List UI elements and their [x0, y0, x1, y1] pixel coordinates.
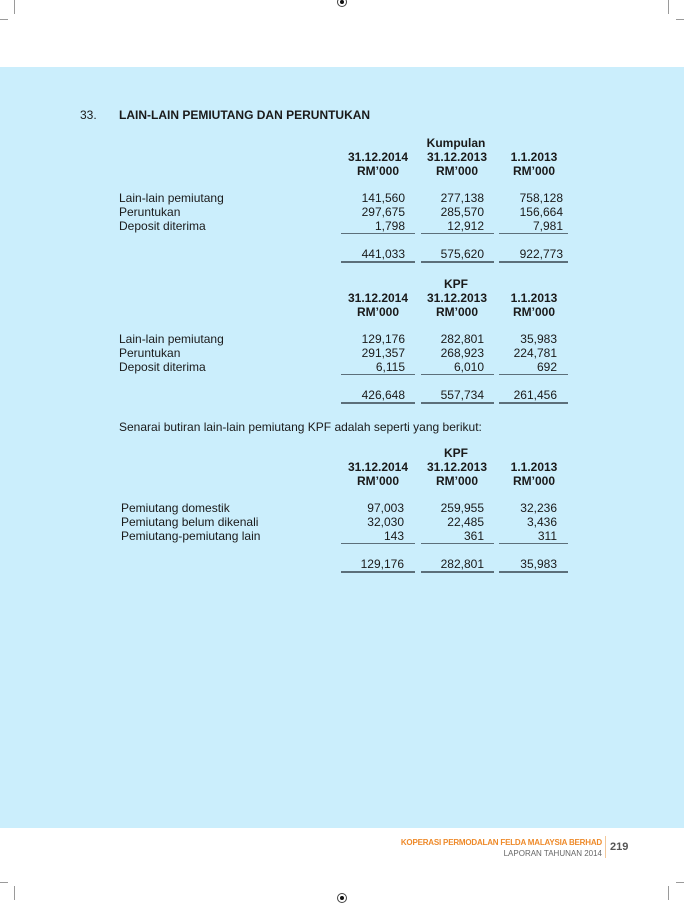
total-rule: [421, 402, 494, 404]
total-value: 441,033: [361, 247, 405, 261]
crop-mark: [14, 0, 15, 14]
cell-value: 1,798: [374, 219, 405, 233]
column-header: [496, 460, 572, 488]
total-rule: [341, 261, 415, 263]
footer-subtitle: LAPORAN TAHUNAN 2014: [503, 849, 602, 858]
crop-mark: [676, 882, 684, 883]
column-unit: RM’000: [512, 305, 556, 319]
row-label: Pemiutang domestik: [121, 501, 230, 515]
cell-value: 259,955: [440, 501, 484, 515]
column-unit: RM’000: [356, 474, 400, 488]
subtotal-rule: [421, 233, 494, 234]
page-number: 219: [610, 841, 629, 853]
column-header: [496, 150, 572, 178]
cell-value: 35,983: [520, 332, 557, 346]
column-header: [340, 291, 416, 319]
column-unit: RM’000: [512, 474, 556, 488]
subtotal-rule: [341, 374, 415, 375]
row-label: Pemiutang belum dikenali: [121, 515, 259, 529]
row-label: Lain-lain pemiutang: [119, 332, 224, 346]
column-date: 31.12.2014: [347, 460, 409, 474]
crop-mark: [14, 886, 15, 900]
row-label: Deposit diterima: [119, 219, 206, 233]
column-unit: RM’000: [435, 305, 479, 319]
cell-value: 12,912: [447, 219, 484, 233]
total-value: 426,648: [361, 388, 405, 402]
table-group-label: KPF: [444, 277, 468, 291]
cell-value: 758,128: [519, 191, 563, 205]
column-date: 31.12.2014: [347, 291, 409, 305]
cell-value: 143: [383, 529, 404, 543]
section-number: 33.: [80, 108, 97, 122]
cell-value: 97,003: [367, 501, 404, 515]
crop-mark: [668, 0, 669, 14]
column-unit: RM’000: [435, 164, 479, 178]
table-group-label: KPF: [444, 446, 468, 460]
table-group-label: Kumpulan: [426, 136, 486, 150]
row-label: Peruntukan: [119, 205, 181, 219]
content-panel: [0, 67, 684, 828]
row-label: Deposit diterima: [119, 360, 206, 374]
footer-divider: [605, 836, 606, 858]
cell-value: 692: [536, 360, 557, 374]
column-unit: RM’000: [435, 474, 479, 488]
column-header: [419, 460, 495, 488]
total-value: 922,773: [519, 247, 563, 261]
column-header: [340, 460, 416, 488]
column-date: 31.12.2013: [426, 460, 488, 474]
row-label: Peruntukan: [119, 346, 181, 360]
cell-value: 22,485: [447, 515, 484, 529]
subtotal-rule: [421, 374, 494, 375]
intro-text: Senarai butiran lain-lain pemiutang KPF adalah seperti yang berikut:: [119, 420, 482, 434]
subtotal-rule: [421, 543, 494, 544]
column-header: [496, 291, 572, 319]
footer-organization: KOPERASI PERMODALAN FELDA MALAYSIA BERHAD: [400, 838, 602, 847]
cell-value: 291,357: [361, 346, 405, 360]
cell-value: 156,664: [519, 205, 563, 219]
total-rule: [341, 571, 415, 573]
total-value: 557,734: [440, 388, 484, 402]
cell-value: 285,570: [440, 205, 484, 219]
row-label: Pemiutang-pemiutang lain: [121, 529, 261, 543]
cell-value: 6,010: [453, 360, 484, 374]
column-header: [419, 150, 495, 178]
cell-value: 297,675: [361, 205, 405, 219]
subtotal-rule: [499, 374, 568, 375]
cell-value: 32,030: [367, 515, 404, 529]
crop-mark: [0, 19, 8, 20]
cell-value: 129,176: [361, 332, 405, 346]
column-date: 31.12.2013: [426, 291, 488, 305]
total-rule: [499, 402, 568, 404]
cell-value: 224,781: [513, 346, 557, 360]
column-header: [419, 291, 495, 319]
cell-value: 311: [537, 529, 557, 543]
total-rule: [341, 402, 415, 404]
subtotal-rule: [341, 543, 415, 544]
cell-value: 361: [463, 529, 484, 543]
total-value: 282,801: [440, 557, 484, 571]
total-rule: [499, 261, 568, 263]
cell-value: 141,560: [361, 191, 405, 205]
total-rule: [499, 571, 568, 573]
section-title: LAIN-LAIN PEMIUTANG DAN PERUNTUKAN: [119, 108, 371, 122]
cell-value: 282,801: [440, 332, 484, 346]
total-value: 129,176: [360, 557, 404, 571]
cell-value: 268,923: [440, 346, 484, 360]
column-date: 31.12.2014: [347, 150, 409, 164]
column-date: 1.1.2013: [510, 150, 558, 164]
total-rule: [421, 571, 494, 573]
cell-value: 277,138: [440, 191, 484, 205]
cell-value: 7,981: [532, 219, 563, 233]
cell-value: 3,436: [526, 515, 557, 529]
column-unit: RM’000: [356, 164, 400, 178]
subtotal-rule: [499, 233, 568, 234]
column-unit: RM’000: [512, 164, 556, 178]
subtotal-rule: [499, 543, 568, 544]
subtotal-rule: [341, 233, 415, 234]
crop-mark: [676, 19, 684, 20]
column-header: [340, 150, 416, 178]
column-unit: RM’000: [356, 305, 400, 319]
registration-mark-icon: [337, 0, 347, 7]
cell-value: 32,236: [520, 501, 557, 515]
total-value: 35,983: [520, 557, 557, 571]
column-date: 1.1.2013: [510, 460, 558, 474]
column-date: 31.12.2013: [426, 150, 488, 164]
row-label: Lain-lain pemiutang: [119, 191, 224, 205]
registration-mark-icon: [337, 893, 347, 903]
column-date: 1.1.2013: [510, 291, 558, 305]
total-value: 261,456: [513, 388, 557, 402]
crop-mark: [668, 886, 669, 900]
crop-mark: [0, 882, 8, 883]
cell-value: 6,115: [375, 360, 405, 374]
total-value: 575,620: [440, 247, 484, 261]
total-rule: [421, 261, 494, 263]
